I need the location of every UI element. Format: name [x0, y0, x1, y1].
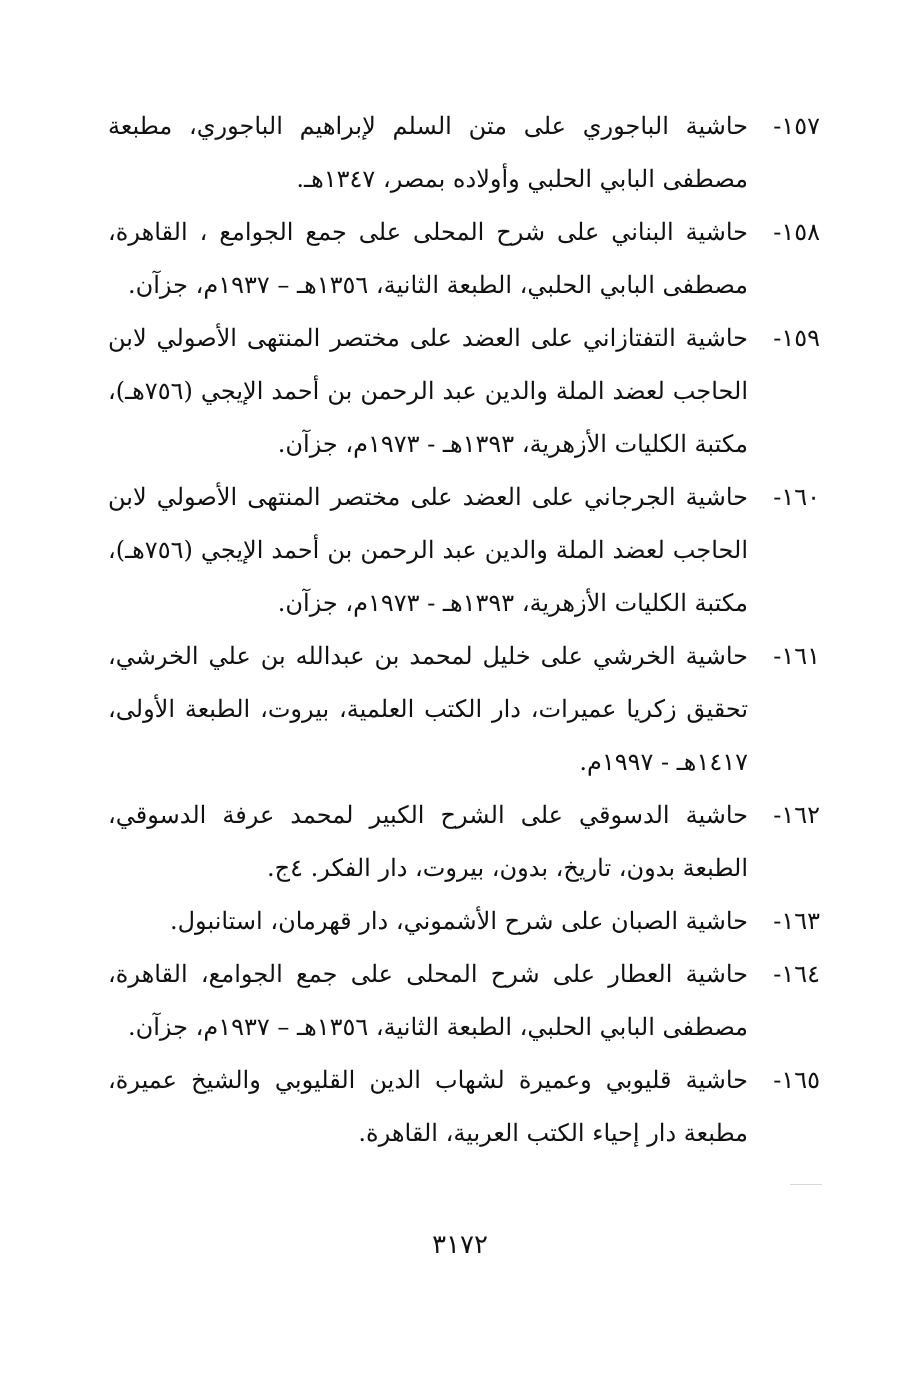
bibliography-entry [108, 312, 820, 471]
entry-text: حاشية الصبان على شرح الأشموني، دار قهرمان، استانبول. [169, 907, 748, 935]
entry-text: حاشية الباجوري على متن السلم لإبراهيم الباجوري، مطبعة مصطفى البابي الحلبي وأولاده بمصر، ١٣٤٧هـ. [108, 112, 748, 193]
bibliography-entry [108, 100, 820, 206]
entry-number: ١٦٥- [773, 1066, 820, 1094]
bibliography-entry [108, 948, 820, 1054]
bibliography-entry [108, 1054, 820, 1160]
entry-number: ١٥٧- [773, 112, 820, 140]
entry-text: حاشية التفتازاني على العضد على مختصر المنتهى الأصولي لابن الحاجب لعضد الملة والدين عبد الرحمن بن أحمد الإيجي (٧٥٦هـ)، مكتبة الكليات الأزهرية، ١٣٩٣هـ - ١٩٧٣م، جزآن. [108, 324, 748, 458]
entry-text: حاشية الخرشي على خليل لمحمد بن عبدالله بن علي الخرشي، تحقيق زكريا عميرات، دار الكتب العلمية، بيروت، الطبعة الأولى، ١٤١٧هـ - ١٩٩٧م. [108, 642, 748, 776]
entry-text: حاشية الجرجاني على العضد على مختصر المنتهى الأصولي لابن الحاجب لعضد الملة والدين عبد الرحمن بن أحمد الإيجي (٧٥٦هـ)، مكتبة الكليات الأزهرية، ١٣٩٣هـ - ١٩٧٣م، جزآن. [108, 483, 748, 617]
bibliography-entry [108, 206, 820, 312]
scan-mark-divider [790, 1184, 822, 1185]
entry-text: حاشية العطار على شرح المحلى على جمع الجوامع، القاهرة، مصطفى البابي الحلبي، الطبعة الثانية، ١٣٥٦هـ – ١٩٣٧م، جزآن. [108, 960, 748, 1041]
bibliography-entry [108, 789, 820, 895]
entry-number: ١٦٣- [773, 907, 820, 935]
bibliography-entry [108, 471, 820, 630]
entry-text: حاشية البناني على شرح المحلى على جمع الجوامع ، القاهرة، مصطفى البابي الحلبي، الطبعة الثانية، ١٣٥٦هـ – ١٩٣٧م، جزآن. [108, 218, 748, 299]
bibliography-entry [108, 630, 820, 789]
entry-text: حاشية الدسوقي على الشرح الكبير لمحمد عرفة الدسوقي، الطبعة بدون، تاريخ، بدون، بيروت، دار الفكر. ٤ج. [108, 801, 748, 882]
page-number: ٣١٧٢ [432, 1230, 488, 1260]
entry-number: ١٦٤- [773, 960, 820, 988]
entry-number: ١٦١- [773, 642, 820, 670]
entry-number: ١٥٨- [773, 218, 820, 246]
bibliography-entry [108, 895, 820, 948]
entry-text: حاشية قليوبي وعميرة لشهاب الدين القليوبي والشيخ عميرة، مطبعة دار إحياء الكتب العربية، القاهرة. [108, 1066, 748, 1147]
entry-number: ١٥٩- [773, 324, 820, 352]
bibliography-list [108, 100, 820, 1160]
entry-number: ١٦٢- [773, 801, 820, 829]
entry-number: ١٦٠- [773, 483, 820, 511]
